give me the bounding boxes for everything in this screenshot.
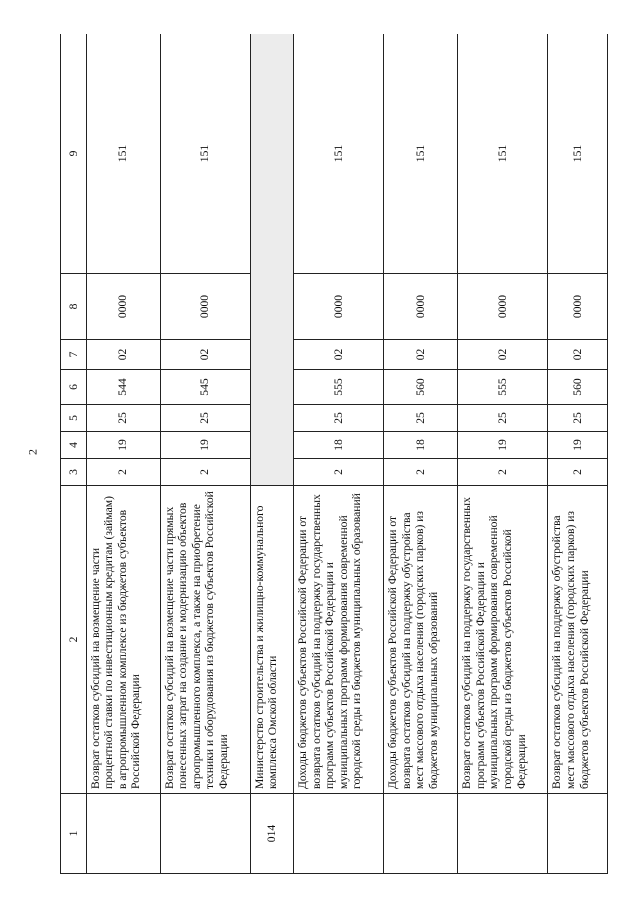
code-cell-3: 2 [458, 459, 548, 486]
code-cell-9: 151 [160, 34, 250, 274]
code-cell-5: 25 [86, 405, 160, 432]
page-number: 2 [25, 449, 40, 455]
description-cell: Возврат остатков субсидий на возмещение части прямых понесенных затрат на создание и модернизацию объектов агропромышленного комплекса, а также на приобретение техники и оборудования из бюджетов субъектов Российской Федерации [160, 486, 250, 794]
code-cell-7: 02 [160, 340, 250, 370]
code-cell-6: 560 [384, 370, 458, 405]
admin-code-cell [458, 794, 548, 874]
code-cell-6: 545 [160, 370, 250, 405]
code-cell-4: 19 [160, 432, 250, 459]
code-cell-7: 02 [293, 340, 383, 370]
code-cell-7: 02 [384, 340, 458, 370]
admin-code-cell [86, 794, 160, 874]
description-cell: Доходы бюджетов субъектов Российской Федерации от возврата остатков субсидий на поддержку обустройства мест массового отдыха населения (городских парков) из бюджетов муниципальных образований [384, 486, 458, 794]
budget-classification-table [60, 34, 608, 874]
header-cell-5: 5 [61, 405, 87, 432]
table-row [86, 34, 160, 874]
admin-code-cell [384, 794, 458, 874]
code-cell-4: 19 [86, 432, 160, 459]
code-cell-4: 19 [458, 432, 548, 459]
table-row [548, 34, 608, 874]
code-cell-3: 2 [548, 459, 608, 486]
header-cell-8: 8 [61, 274, 87, 340]
code-cell-6: 560 [548, 370, 608, 405]
code-cell-4: 19 [548, 432, 608, 459]
admin-code-cell: 014 [250, 794, 293, 874]
code-cell-3: 2 [384, 459, 458, 486]
code-cell-8: 0000 [160, 274, 250, 340]
header-cell-7: 7 [61, 340, 87, 370]
ministry-name-cell: Министерство строительства и жилищно-коммунального комплекса Омской области [250, 486, 293, 794]
code-cell-5: 25 [293, 405, 383, 432]
code-cell-7: 02 [458, 340, 548, 370]
header-cell-4: 4 [61, 432, 87, 459]
admin-code-cell [160, 794, 250, 874]
code-cell-5: 25 [548, 405, 608, 432]
header-row [61, 34, 87, 874]
code-cell-7: 02 [86, 340, 160, 370]
code-cell-9: 151 [384, 34, 458, 274]
code-cell-5: 25 [458, 405, 548, 432]
header-cell-1: 1 [61, 794, 87, 874]
code-cell-5: 25 [160, 405, 250, 432]
code-cell-8: 0000 [384, 274, 458, 340]
code-cell-9: 151 [293, 34, 383, 274]
header-cell-2: 2 [61, 486, 87, 794]
code-cell-6: 544 [86, 370, 160, 405]
code-cell-7: 02 [548, 340, 608, 370]
description-cell: Возврат остатков субсидий на возмещение части процентной ставки по инвестиционным кредитам (займам) в агропромышленном комплексе из бюджетов субъектов Российской Федерации [86, 486, 160, 794]
code-cell-3: 2 [293, 459, 383, 486]
code-cell-3: 2 [86, 459, 160, 486]
code-cell-9: 151 [458, 34, 548, 274]
code-cell-8: 0000 [458, 274, 548, 340]
table-row [384, 34, 458, 874]
code-cell-6: 555 [458, 370, 548, 405]
description-cell: Доходы бюджетов субъектов Российской Федерации от возврата остатков субсидий на поддержку государственных программ субъектов Российской Федерации и муниципальных программ формирования современной городской среды из бюджетов муниципальных образований [293, 486, 383, 794]
description-cell: Возврат остатков субсидий на поддержку государственных программ субъектов Российской Федерации и муниципальных программ формирования современной городской среды из бюджетов субъектов Российской Федерации [458, 486, 548, 794]
code-cell-3: 2 [160, 459, 250, 486]
header-cell-6: 6 [61, 370, 87, 405]
code-cell-8: 0000 [86, 274, 160, 340]
admin-code-cell [293, 794, 383, 874]
description-cell: Возврат остатков субсидий на поддержку обустройства мест массового отдыха населения (городских парков) из бюджетов субъектов Российской Федерации [548, 486, 608, 794]
table-row [160, 34, 250, 874]
code-cell-8: 0000 [548, 274, 608, 340]
rotated-table-frame [60, 34, 608, 874]
table-row [293, 34, 383, 874]
ministry-row [250, 34, 293, 874]
table-row [458, 34, 548, 874]
code-cell-4: 18 [293, 432, 383, 459]
code-cell-4: 18 [384, 432, 458, 459]
budget-table-container [60, 34, 608, 874]
code-cell-6: 555 [293, 370, 383, 405]
empty-codes-cell [250, 34, 293, 486]
code-cell-8: 0000 [293, 274, 383, 340]
admin-code-cell [548, 794, 608, 874]
header-cell-3: 3 [61, 459, 87, 486]
code-cell-9: 151 [86, 34, 160, 274]
code-cell-9: 151 [548, 34, 608, 274]
code-cell-5: 25 [384, 405, 458, 432]
header-cell-9: 9 [61, 34, 87, 274]
